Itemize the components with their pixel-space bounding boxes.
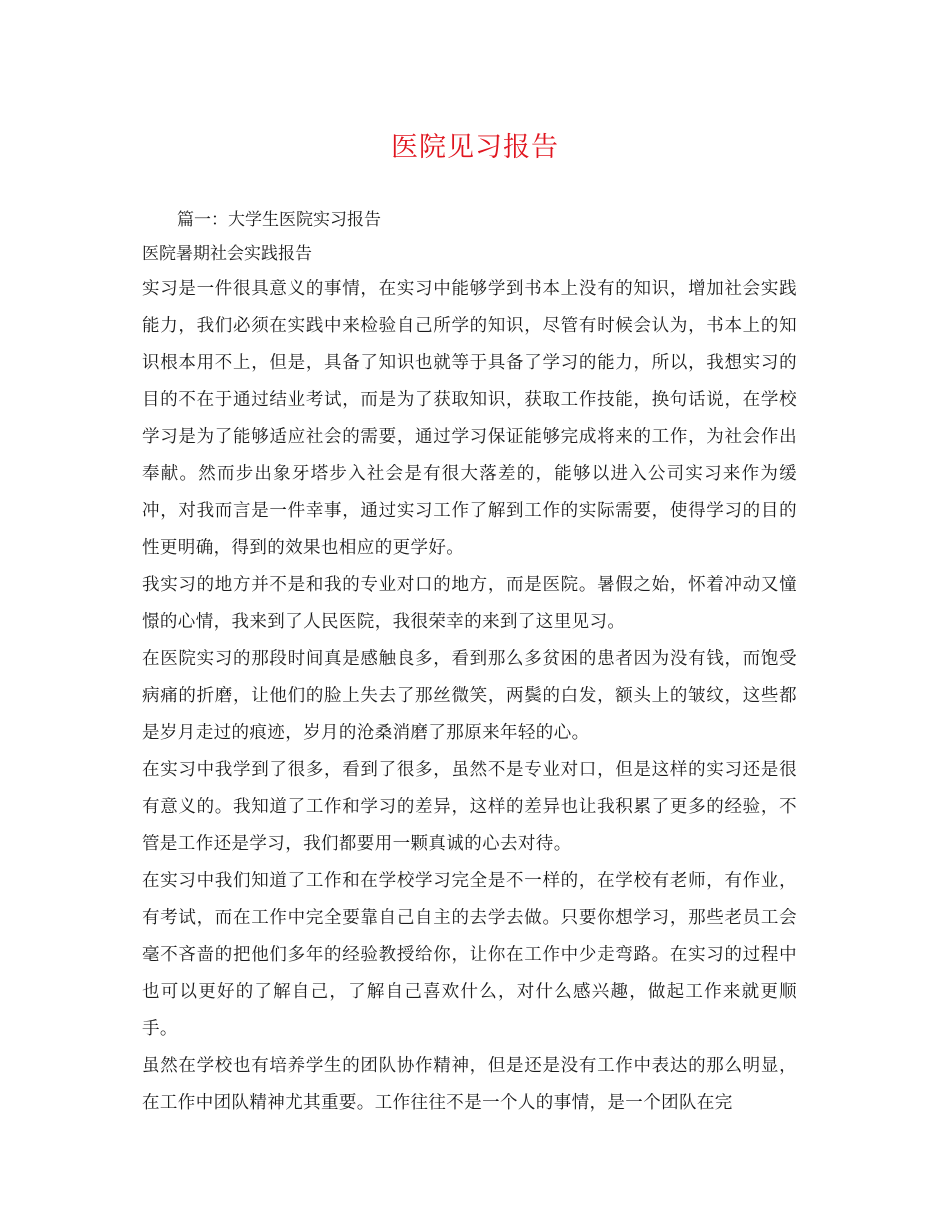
paragraph: 我实习的地方并不是和我的专业对口的地方，而是医院。暑假之始，怀着冲动又憧憬的心情，我来到了人民医院，我很荣幸的来到了这里见习。 bbox=[142, 575, 797, 632]
paragraph: 在实习中我学到了很多，看到了很多，虽然不是专业对口，但是这样的实习还是很有意义的。我知道了工作和学习的差异，这样的差异也让我积累了更多的经验，不管是工作还是学习，我们都要用一颗真诚的心去对待。 bbox=[142, 760, 797, 854]
report-subtitle: 医院暑期社会实践报告 bbox=[142, 244, 312, 264]
document-body bbox=[142, 203, 797, 1122]
paragraph: 在实习中我们知道了工作和在学校学习完全是不一样的，在学校有老师，有作业，有考试，而在工作中完全要靠自己自主的去学去做。只要你想学习，那些老员工会毫不吝啬的把他们多年的经验教授给你，让你在工作中少走弯路。在实习的过程中也可以更好的了解自己，了解自己喜欢什么，对什么感兴趣，做起工作来就更顺手。 bbox=[142, 871, 797, 1039]
paragraph: 虽然在学校也有培养学生的团队协作精神，但是还是没有工作中表达的那么明显，在工作中团队精神尤其重要。工作往往不是一个人的事情，是一个团队在完 bbox=[142, 1056, 797, 1113]
paragraph: 在医院实习的那段时间真是感触良多，看到那么多贫困的患者因为没有钱，而饱受病痛的折磨，让他们的脸上失去了那丝微笑，两鬓的白发，额头上的皱纹，这些都是岁月走过的痕迹，岁月的沧桑消磨了那原来年轻的心。 bbox=[142, 649, 797, 743]
document-title: 医院见习报告 bbox=[391, 132, 559, 163]
paragraph: 实习是一件很具意义的事情，在实习中能够学到书本上没有的知识，增加社会实践能力，我们必须在实践中来检验自己所学的知识，尽管有时候会认为，书本上的知识根本用不上，但是，具备了知识也就等于具备了学习的能力，所以，我想实习的目的不在于通过结业考试，而是为了获取知识，获取工作技能，换句话说，在学校学习是为了能够适应社会的需要，通过学习保证能够完成将来的工作，为社会作出奉献。然而步出象牙塔步入社会是有很大落差的，能够以进入公司实习来作为缓冲，对我而言是一件幸事，通过实习工作了解到工作的实际需要，使得学习的目的性更明确，得到的效果也相应的更学好。 bbox=[142, 279, 797, 558]
section-heading: 篇一：大学生医院实习报告 bbox=[177, 210, 381, 230]
